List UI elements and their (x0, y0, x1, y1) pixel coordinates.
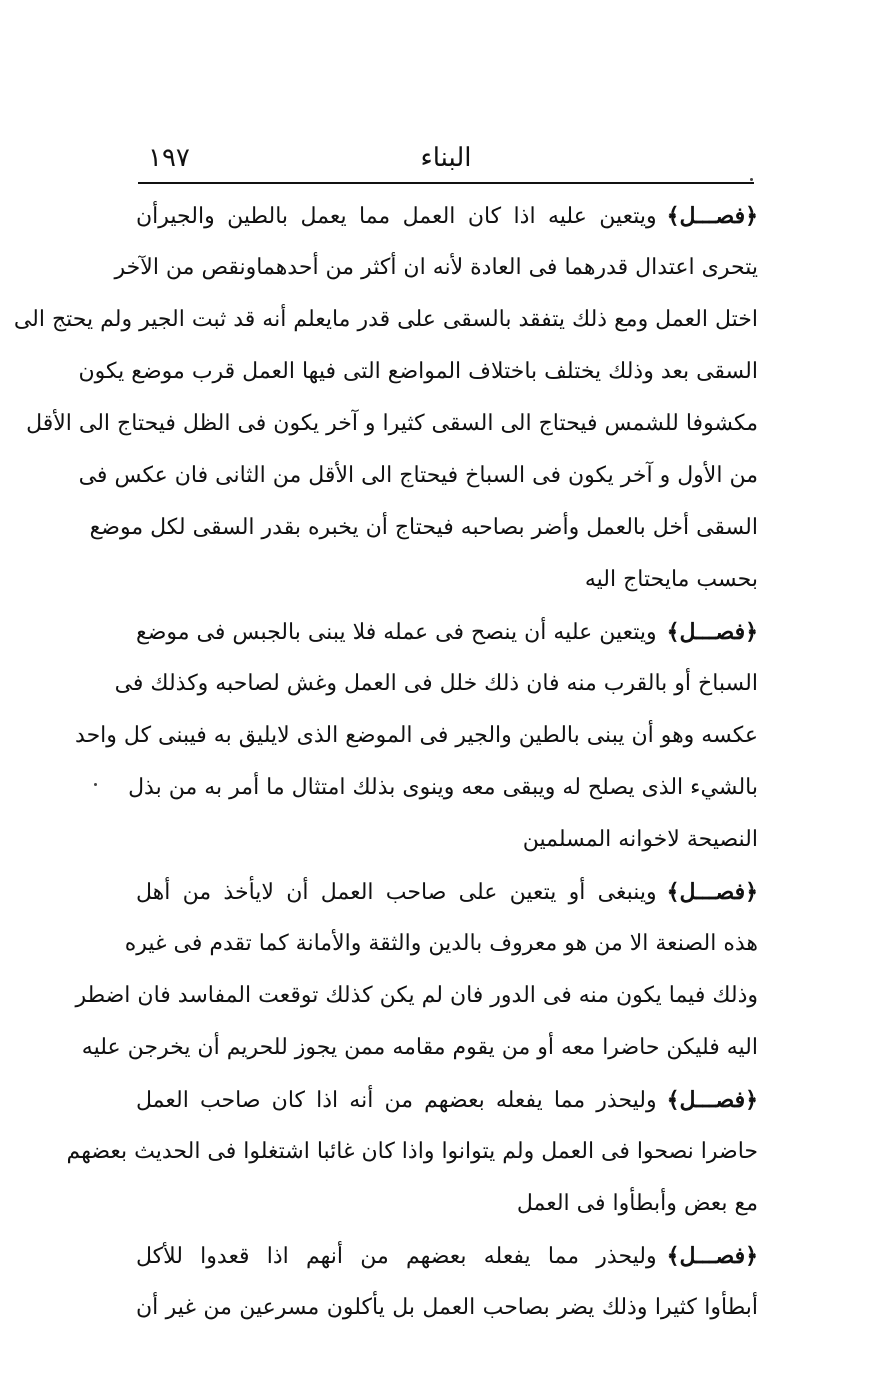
text-line: حاضرا نصحوا فى العمل ولم يتوانوا واذا كان غائبا اشتغلوا فى الحديث بعضهم (66, 1139, 758, 1164)
text-line: أبطأوا كثيرا وذلك يضر بصاحب العمل بل يأكلون مسرعين من غير أن (136, 1295, 758, 1320)
paragraph-2 (75, 606, 758, 866)
text-line: النصيحة لاخوانه المسلمين (522, 827, 758, 852)
text-line: بالشيء الذى يصلح له ويبقى معه وينوى بذلك امتثال ما أمر به من بذل (128, 775, 758, 800)
text-line: السقى أخل بالعمل وأضر بصاحبه فيحتاج أن يخبره بقدر السقى لكل موضع (89, 515, 758, 540)
section-marker: ﴿فصـــل﴾ (666, 1243, 758, 1269)
paragraph-4 (66, 1074, 758, 1230)
line-text: وليحذر مما يفعله بعضهم من أنهم اذا قعدوا للأكل (136, 1244, 657, 1269)
text-line: اختل العمل ومع ذلك يتفقد بالسقى على قدر مايعلم أنه قد ثبت الجير ولم يحتج الى (13, 307, 758, 332)
paragraph-3 (75, 866, 758, 1074)
section-marker: ﴿فصـــل﴾ (666, 879, 758, 905)
paragraph-1 (13, 190, 758, 606)
page-number: ١٩٧ (148, 143, 190, 173)
scan-speck (94, 783, 97, 786)
section-marker: ﴿فصـــل﴾ (666, 619, 758, 645)
text-line (136, 1230, 758, 1282)
running-title: البناء (420, 143, 472, 173)
text-line: مكشوفا للشمس فيحتاج الى السقى كثيرا و آخر يكون فى الظل فيحتاج الى الأقل (26, 411, 758, 436)
text-line: السباخ أو بالقرب منه فان ذلك خلل فى العمل وغش لصاحبه وكذلك فى (114, 671, 758, 696)
paragraph-5 (136, 1230, 758, 1334)
section-marker: ﴿فصـــل﴾ (666, 203, 758, 229)
text-line (136, 606, 758, 658)
page-header (138, 138, 754, 180)
text-body (13, 190, 758, 1334)
section-marker: ﴿فصـــل﴾ (666, 1087, 758, 1113)
text-line: وذلك فيما يكون منه فى الدور فان لم يكن كذلك توقعت المفاسد فان اضطر (75, 983, 758, 1008)
header-rule (138, 182, 754, 184)
text-line (136, 866, 758, 918)
text-line: هذه الصنعة الا من هو معروف بالدين والثقة والأمانة كما تقدم فى غيره (124, 931, 758, 956)
line-text: وليحذر مما يفعله بعضهم من أنه اذا كان صاحب العمل (136, 1088, 657, 1113)
line-text: ويتعين عليه أن ينصح فى عمله فلا يبنى بالجبس فى موضع (136, 620, 657, 645)
text-line: من الأول و آخر يكون فى السباخ فيحتاج الى الأقل من الثانى فان عكس فى (78, 463, 758, 488)
line-text: وينبغى أو يتعين على صاحب العمل أن لايأخذ من أهل (136, 880, 657, 905)
text-line (136, 190, 758, 242)
text-line: بحسب مايحتاج اليه (584, 567, 758, 592)
line-text: ويتعين عليه اذا كان العمل مما يعمل بالطين والجيرأن (136, 204, 657, 229)
scan-speck (750, 178, 753, 181)
text-line: يتحرى اعتدال قدرهما فى العادة لأنه ان أكثر من أحدهماونقص من الآخر (114, 255, 758, 280)
text-line: عكسه وهو أن يبنى بالطين والجير فى الموضع الذى لايليق به فيبنى كل واحد (75, 723, 758, 748)
text-line: السقى بعد وذلك يختلف باختلاف المواضع التى فيها العمل قرب موضع يكون (78, 359, 758, 384)
text-line: مع بعض وأبطأوا فى العمل (516, 1191, 758, 1216)
text-line (136, 1074, 758, 1126)
text-line: اليه فليكن حاضرا معه أو من يقوم مقامه ممن يجوز للحريم أن يخرجن عليه (81, 1035, 758, 1060)
